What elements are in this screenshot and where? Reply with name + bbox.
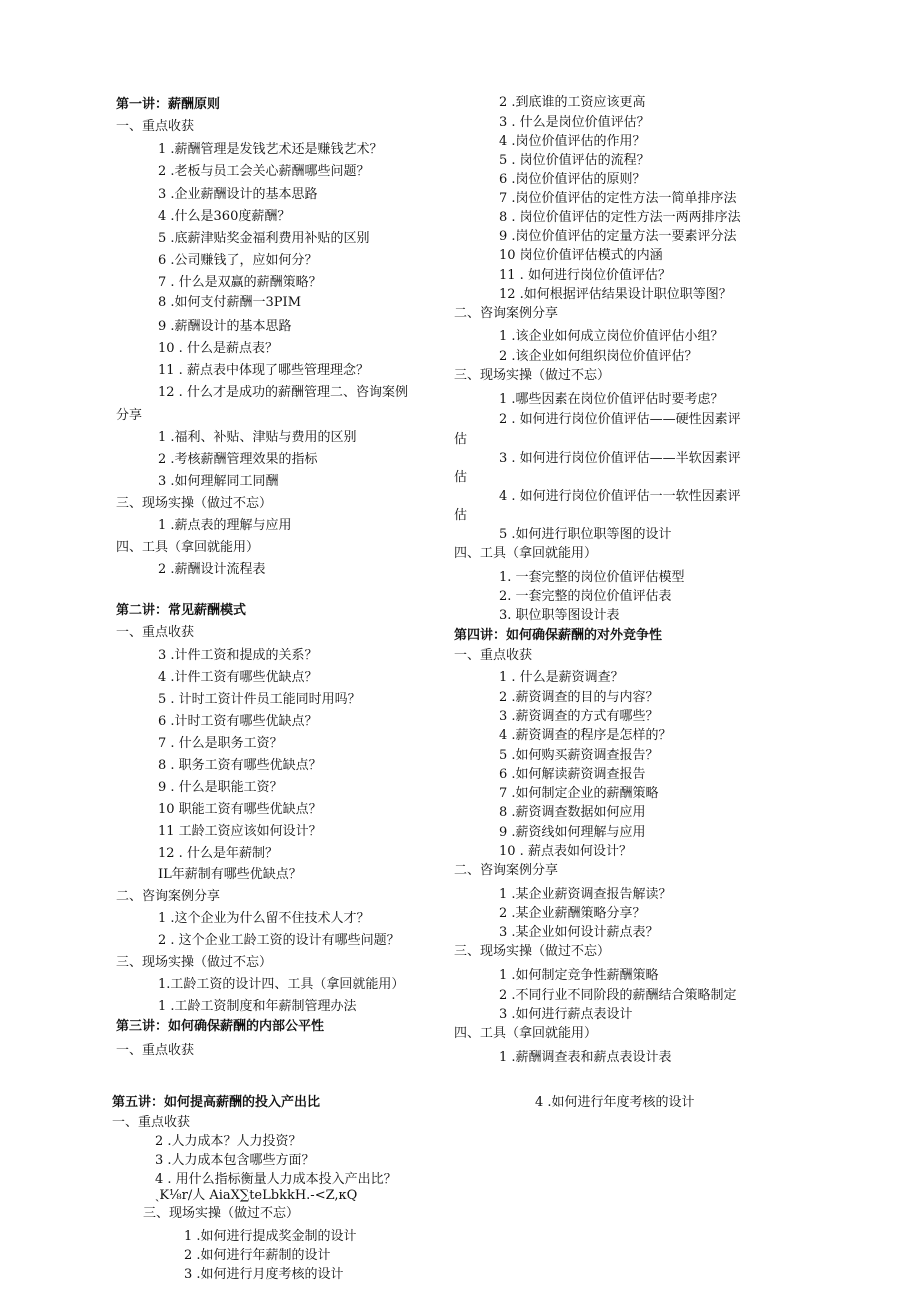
list-item: 3 .如何进行薪点表设计 [499, 1007, 633, 1022]
section-heading: 三、现场实操（做过不忘） [454, 944, 611, 959]
lecture2-heading: 第二讲：常见薪酬模式 [116, 603, 247, 618]
list-item: 3 .如何理解同工同酬 [158, 474, 279, 489]
list-item: 10 岗位价值评估模式的内涵 [499, 248, 663, 263]
section-heading: 一、重点收获 [116, 119, 195, 134]
list-item: 3. 职位职等图设计表 [499, 608, 620, 623]
list-item: 1. 一套完整的岗位价值评估模型 [499, 570, 685, 585]
list-item: 2. 一套完整的岗位价值评估表 [499, 589, 672, 604]
list-item: 7 . 什么是职务工资？ [158, 736, 283, 751]
list-item: 12 .如何根据评估结果设计职位职等图？ [499, 287, 732, 302]
section-heading: 一、重点收获 [112, 1115, 191, 1130]
list-item: 3 .某企业如何设计薪点表？ [499, 925, 659, 940]
garbled-text-line: ˏK⅛r∕人 AiaX∑teLbkkH.-<Z,κQ [155, 1188, 358, 1203]
list-item: 9 . 什么是职能工资？ [158, 780, 283, 795]
list-item: 5 . 岗位价值评估的流程？ [499, 153, 650, 168]
list-item: 5 . 计时工资计件员工能同时用吗？ [158, 692, 361, 707]
list-item: 1 .薪酬调查表和薪点表设计表 [499, 1050, 672, 1065]
list-item-continuation: 估 [454, 508, 468, 523]
list-item: 2 . 这个企业工龄工资的设计有哪些问题？ [158, 933, 400, 948]
list-item: 7 .岗位价值评估的定性方法一简单排序法 [499, 191, 737, 206]
list-item: 1 .工龄工资制度和年薪制管理办法 [158, 999, 357, 1014]
list-item: 5 .底薪津贴奖金福利费用补贴的区别 [158, 231, 370, 246]
list-item: 2 .薪酬设计流程表 [158, 562, 266, 577]
list-item: 9 .薪酬设计的基本思路 [158, 319, 292, 334]
section-heading: 四、工具（拿回就能用） [454, 546, 598, 561]
list-item-continuation: 估 [454, 432, 468, 447]
list-item: 6 .公司赚钱了，应如何分？ [158, 253, 318, 268]
section-heading: 二、咨询案例分享 [454, 306, 559, 321]
list-item: 1 .哪些因素在岗位价值评估时要考虑？ [499, 392, 724, 407]
list-item: 2 .老板与员工会关心薪酬哪些问题？ [158, 164, 370, 179]
lecture4-heading: 第四讲：如何确保薪酬的对外竞争性 [454, 628, 663, 643]
list-item: 8 . 岗位价值评估的定性方法一两两排序法 [499, 210, 741, 225]
section-heading: 二、咨询案例分享 [116, 889, 221, 904]
list-item: 2 .某企业薪酬策略分享？ [499, 906, 646, 921]
list-item: 6 .岗位价值评估的原则？ [499, 172, 646, 187]
section-heading: 二、咨询案例分享 [454, 863, 559, 878]
list-item: 4 . 用什么指标衡量人力成本投入产出比？ [155, 1172, 397, 1187]
list-item: 10 . 薪点表如何设计？ [499, 844, 632, 859]
section-heading: 三、现场实操（做过不忘） [454, 368, 611, 383]
lecture1-heading: 第一讲：薪酬原则 [116, 97, 221, 112]
list-item: 2 . 如何进行岗位价值评估——硬性因素评 [499, 412, 741, 427]
list-item: 4 . 如何进行岗位价值评估一一软性因素评 [499, 489, 741, 504]
list-item: 4 .如何进行年度考核的设计 [535, 1095, 695, 1110]
list-item: 1 .某企业薪资调查报告解读？ [499, 887, 672, 902]
list-item: 2 .该企业如何组织岗位价值评估？ [499, 349, 698, 364]
list-item: 4 .计件工资有哪些优缺点？ [158, 670, 318, 685]
list-item: 3 .计件工资和提成的关系？ [158, 648, 318, 663]
list-item: 6 .计时工资有哪些优缺点？ [158, 714, 318, 729]
list-item: 2 .薪资调查的目的与内容？ [499, 690, 659, 705]
section-heading: 一、重点收获 [116, 625, 195, 640]
list-item: 8 .薪资调查数据如何应用 [499, 805, 646, 820]
list-item: 10 职能工资有哪些优缺点？ [158, 802, 322, 817]
list-item: 9 .岗位价值评估的定量方法一要素评分法 [499, 229, 737, 244]
list-item: 1 .该企业如何成立岗位价值评估小组？ [499, 329, 724, 344]
list-item: 1 .如何进行提成奖金制的设计 [184, 1229, 357, 1244]
section-heading: 四、工具（拿回就能用） [454, 1026, 598, 1041]
list-item: 2 .考核薪酬管理效果的指标 [158, 452, 318, 467]
list-item: 2 .不同行业不同阶段的薪酬结合策略制定 [499, 988, 737, 1003]
list-item: 1 .薪酬管理是发钱艺术还是赚钱艺术？ [158, 142, 383, 157]
list-item: 3 .薪资调查的方式有哪些？ [499, 709, 659, 724]
list-item: 3 .如何进行月度考核的设计 [184, 1267, 344, 1282]
list-item: 4 .岗位价值评估的作用？ [499, 134, 646, 149]
list-item: 3 .人力成本包含哪些方面？ [155, 1153, 315, 1168]
list-item: 2 .到底谁的工资应该更高 [499, 95, 646, 110]
list-item: 6 .如何解读薪资调查报告 [499, 767, 646, 782]
list-item: 4 .薪资调查的程序是怎样的？ [499, 728, 672, 743]
section-heading: 三、现场实操（做过不忘） [116, 955, 273, 970]
list-item: 10 . 什么是薪点表？ [158, 341, 278, 356]
list-item: 3 .企业薪酬设计的基本思路 [158, 187, 318, 202]
section-heading: 一、重点收获 [454, 648, 533, 663]
section-heading: 三、现场实操（做过不忘） [116, 496, 273, 511]
list-item: 12 . 什么是年薪制？ [158, 846, 278, 861]
list-item: 2 .人力成本？人力投资？ [155, 1134, 302, 1149]
lecture5-heading: 第五讲：如何提高薪酬的投入产出比 [112, 1095, 321, 1110]
list-item: IL年薪制有哪些优缺点？ [158, 867, 302, 882]
list-item: 1.工龄工资的设计四、工具（拿回就能用） [158, 977, 405, 992]
list-item-continuation: 分享 [116, 408, 143, 423]
list-item: 1 .福利、补贴、津贴与费用的区别 [158, 430, 357, 445]
list-item-continuation: 估 [454, 470, 468, 485]
list-item: 2 .如何进行年薪制的设计 [184, 1248, 331, 1263]
lecture3-heading: 第三讲：如何确保薪酬的内部公平性 [116, 1019, 325, 1034]
list-item: 1 .薪点表的理解与应用 [158, 518, 292, 533]
list-item: 1 .如何制定竞争性薪酬策略 [499, 968, 659, 983]
section-heading: 三、现场实操（做过不忘） [143, 1206, 300, 1221]
list-item: 1 .这个企业为什么留不住技术人才？ [158, 911, 370, 926]
list-item: 8 .如何支付薪酬一3PIM [158, 295, 302, 310]
list-item: 11 . 薪点表中体现了哪些管理理念？ [158, 363, 369, 378]
list-item: 5 .如何购买薪资调查报告？ [499, 748, 659, 763]
list-item: 11 . 如何进行岗位价值评估？ [499, 268, 671, 283]
list-item: 4 .什么是360度薪酬？ [158, 209, 291, 224]
list-item: 5 .如何进行职位职等图的设计 [499, 527, 672, 542]
list-item: 8 . 职务工资有哪些优缺点？ [158, 758, 322, 773]
list-item: 3 . 什么是岗位价值评估？ [499, 115, 650, 130]
list-item: 12 . 什么才是成功的薪酬管理二、咨询案例 [158, 385, 408, 400]
list-item: 11 工龄工资应该如何设计？ [158, 824, 322, 839]
list-item: 1 . 什么是薪资调查？ [499, 670, 624, 685]
section-heading: 四、工具（拿回就能用） [116, 540, 260, 555]
list-item: 7 .如何制定企业的薪酬策略 [499, 786, 659, 801]
list-item: 9 .薪资线如何理解与应用 [499, 825, 646, 840]
list-item: 3 . 如何进行岗位价值评估——半软因素评 [499, 451, 741, 466]
section-heading: 一、重点收获 [116, 1043, 195, 1058]
list-item: 7 . 什么是双赢的薪酬策略？ [158, 275, 322, 290]
